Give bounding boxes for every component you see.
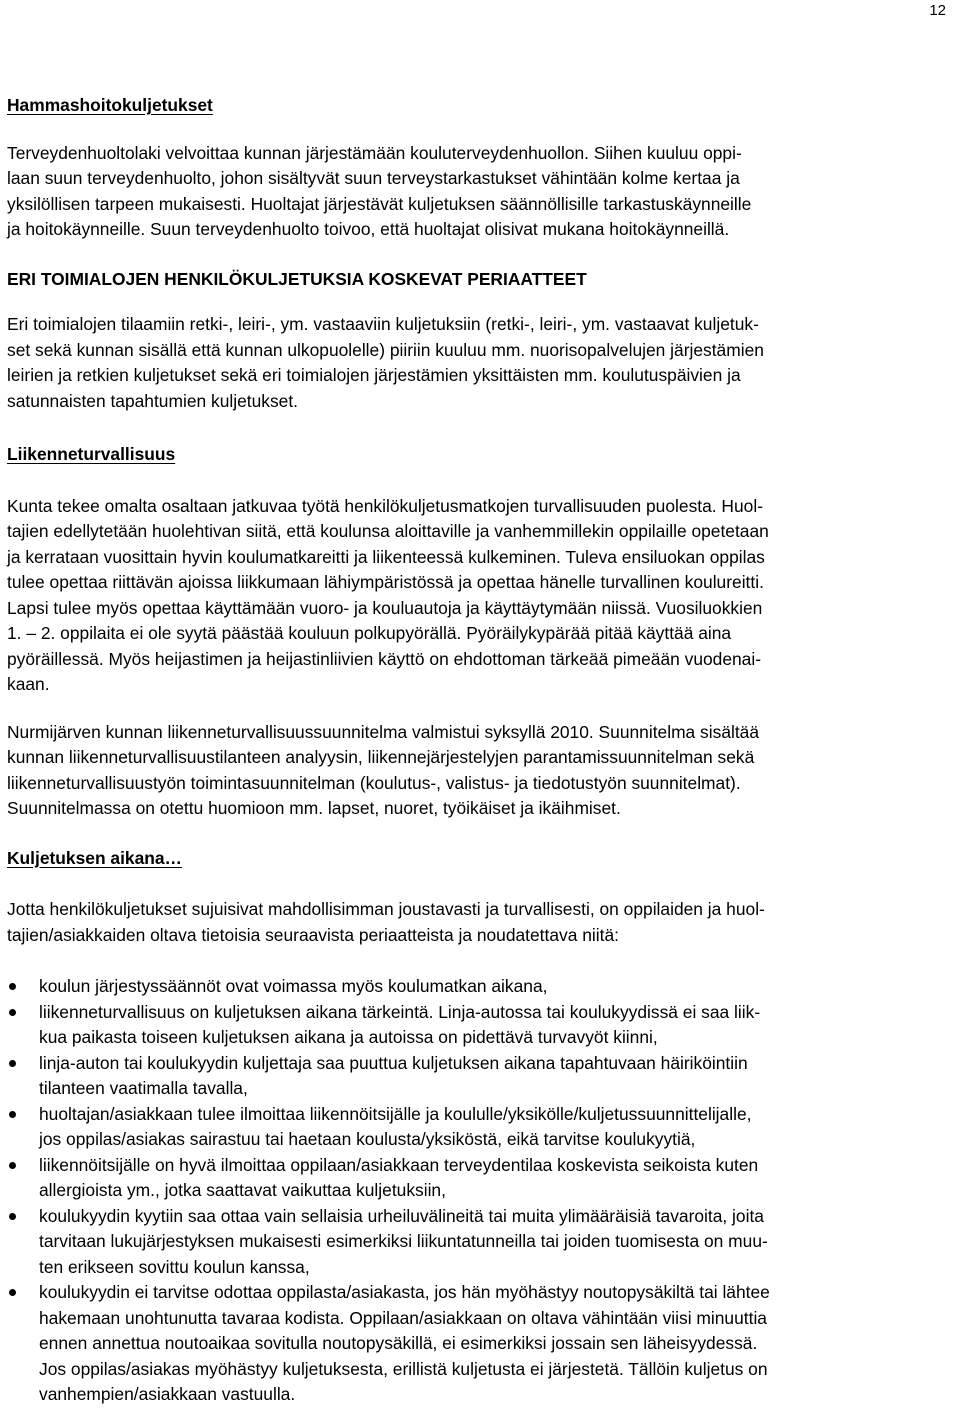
heading-hammashoito: Hammashoitokuljetukset [7, 95, 213, 115]
text-line: koulukyydin kyytiin saa ottaa vain sellaisia urheiluvälineitä tai muita ylimääräisiä tavaroita, joita [39, 1205, 764, 1226]
document-body [7, 93, 955, 1408]
text-line: kua paikasta toiseen kuljetuksen aikana ja autoissa on pidettävä turvavyöt kiinni, [39, 1027, 658, 1047]
text-line: Jotta henkilökuljetukset sujuisivat mahdollisimman joustavasti ja turvallisesti, on oppilaiden ja huol- [7, 899, 765, 919]
bullet-icon [9, 1162, 16, 1169]
list-item [7, 974, 955, 1000]
text-line: liikenneturvallisuustyön toimintasuunnitelman (koulutus-, valistus- ja tiedotustyön suunnitelmat). [7, 772, 741, 793]
text-line: tajien edellytetään huolehtivan siitä, että koulunsa aloittaville ja vanhemmillekin oppilaille opetetaan [7, 521, 769, 541]
text-line: Suunnitelmassa on otettu huomioon mm. lapset, nuoret, työikäiset ja ikäihmiset. [7, 798, 621, 818]
text-line: tajien/asiakkaiden oltava tietoisia seuraavista periaatteista ja noudatettava niitä: [7, 924, 619, 945]
bullet-icon [9, 1213, 16, 1220]
list-item [7, 1000, 955, 1051]
paragraph-periaatteet [7, 312, 955, 414]
text-line: laan suun terveydenhuolto, johon sisältyvät suun terveystarkastukset vähintään kolme kertaa ja [7, 168, 740, 188]
text-line: tulee opettaa riittävän ajoissa liikkumaan lähiympäristössä ja opettaa hänelle turvallinen koulureitti. [7, 572, 764, 592]
text-line: liikennöitsijälle on hyvä ilmoittaa oppilaan/asiakkaan terveydentilaa koskevista seikoista kuten [39, 1154, 759, 1175]
text-line: koulun järjestyssäännöt ovat voimassa myös koulumatkan aikana, [39, 976, 548, 996]
text-line: kaan. [7, 674, 50, 694]
bullet-list [7, 974, 955, 1408]
paragraph-liikenne-1 [7, 494, 955, 698]
list-item [7, 1102, 955, 1153]
text-line: jos oppilas/asiakas sairastuu tai haetaan koulusta/yksiköstä, eikä tarvitse koulukyytiä, [39, 1129, 696, 1149]
bullet-icon [9, 983, 16, 990]
text-line: tarvitaan lukujärjestyksen mukaisesti esimerkiksi liikuntatunneilla tai joiden tuomisesta on muu- [39, 1231, 768, 1251]
bullet-icon [9, 1289, 16, 1296]
text-line: Jos oppilas/asiakas myöhästyy kuljetuksesta, erillistä kuljetusta ei järjestetä. Tällöin kuljetus on [39, 1358, 768, 1379]
text-line: liikenneturvallisuus on kuljetuksen aikana tärkeintä. Linja-autossa tai koulukyydissä ei saa liik- [39, 1001, 761, 1022]
text-line: tilanteen vaatimalla tavalla, [39, 1078, 248, 1098]
paragraph-liikenne-2 [7, 720, 955, 822]
text-line: yksilöllisen tarpeen mukaisesti. Huoltajat järjestävät kuljetuksen säännöllisille tarkastuskäynneille [7, 193, 752, 214]
text-line: ja kerrataan vuosittain hyvin koulumatkareitti ja liikenteessä kulkeminen. Tuleva ensiluokan oppilas [7, 546, 765, 567]
text-line: Terveydenhuoltolaki velvoittaa kunnan järjestämään kouluterveydenhuollon. Siihen kuuluu oppi- [7, 142, 742, 163]
text-line: Eri toimialojen tilaamiin retki-, leiri-, ym. vastaaviin kuljetuksiin (retki-, leiri-, ym. vastaavat kuljetuk- [7, 314, 759, 334]
bullet-icon [9, 1009, 16, 1016]
text-line: ennen annettua noutoaikaa sovitulla noutopysäkillä, ei esimerkiksi jossain sen läheisyydessä. [39, 1333, 758, 1353]
text-line: 1. – 2. oppilaita ei ole syytä päästää kouluun polkupyörällä. Pyöräilykypärää pitää käyttää aina [7, 623, 732, 643]
text-line: allergioista ym., jotka saattavat vaikuttaa kuljetuksiin, [39, 1180, 446, 1200]
list-item [7, 1204, 955, 1281]
text-line: koulukyydin ei tarvitse odottaa oppilasta/asiakasta, jos hän myöhästyy noutopysäkiltä tai lähtee [39, 1282, 770, 1302]
bullet-icon [9, 1111, 16, 1118]
text-line: ja hoitokäynneille. Suun terveydenhuolto toivoo, että huoltajat olisivat mukana hoitokäynneillä. [7, 219, 730, 239]
bullet-icon [9, 1060, 16, 1067]
text-line: set sekä kunnan sisällä että kunnan ulkopuolelle) piiriin kuuluu mm. nuorisopalvelujen järjestämien [7, 339, 764, 360]
text-line: huoltajan/asiakkaan tulee ilmoittaa liikennöitsijälle ja koululle/yksikölle/kuljetussuunnittelijalle, [39, 1103, 752, 1124]
paragraph-kuljetus-intro [7, 897, 955, 948]
text-line: hakemaan unohtunutta tavaraa kodista. Oppilaan/asiakkaan on oltava vähintään viisi minuuttia [39, 1307, 767, 1328]
list-item [7, 1051, 955, 1102]
text-line: kunnan liikenneturvallisuustilanteen analyysin, liikennejärjestelyjen parantamissuunnitelman sekä [7, 747, 755, 767]
text-line: pyöräillessä. Myös heijastimen ja heijastinliivien käyttö on ehdottoman tärkeää pimeään vuodenai- [7, 648, 762, 669]
text-line: Lapsi tulee myös opettaa käyttämään vuoro- ja kouluautoja ja käyttäytymään niissä. Vuosiluokkien [7, 597, 763, 618]
heading-periaatteet: ERI TOIMIALOJEN HENKILÖKULJETUKSIA KOSKEVAT PERIAATTEET [7, 268, 587, 289]
text-line: vanhempien/asiakkaan vastuulla. [39, 1384, 296, 1404]
text-line: ten erikseen sovittu koulun kanssa, [39, 1256, 310, 1277]
heading-liikenneturvallisuus: Liikenneturvallisuus [7, 444, 176, 464]
text-line: Kunta tekee omalta osaltaan jatkuvaa työtä henkilökuljetusmatkojen turvallisuuden puolesta. Huol- [7, 495, 763, 516]
heading-kuljetuksen-aikana: Kuljetuksen aikana… [7, 847, 182, 868]
list-item [7, 1153, 955, 1204]
list-item [7, 1280, 955, 1408]
text-line: leirien ja retkien kuljetukset sekä eri toimialojen järjestämien yksittäisten mm. koulutuspäivien ja [7, 365, 741, 385]
paragraph-hammashoito [7, 141, 955, 243]
text-line: Nurmijärven kunnan liikenneturvallisuussuunnitelma valmistui syksyllä 2010. Suunnitelma sisältää [7, 721, 760, 742]
page-number: 12 [929, 2, 946, 19]
text-line: linja-auton tai koulukyydin kuljettaja saa puuttua kuljetuksen aikana tapahtuvaan häiriköintiin [39, 1052, 748, 1073]
text-line: satunnaisten tapahtumien kuljetukset. [7, 390, 298, 411]
